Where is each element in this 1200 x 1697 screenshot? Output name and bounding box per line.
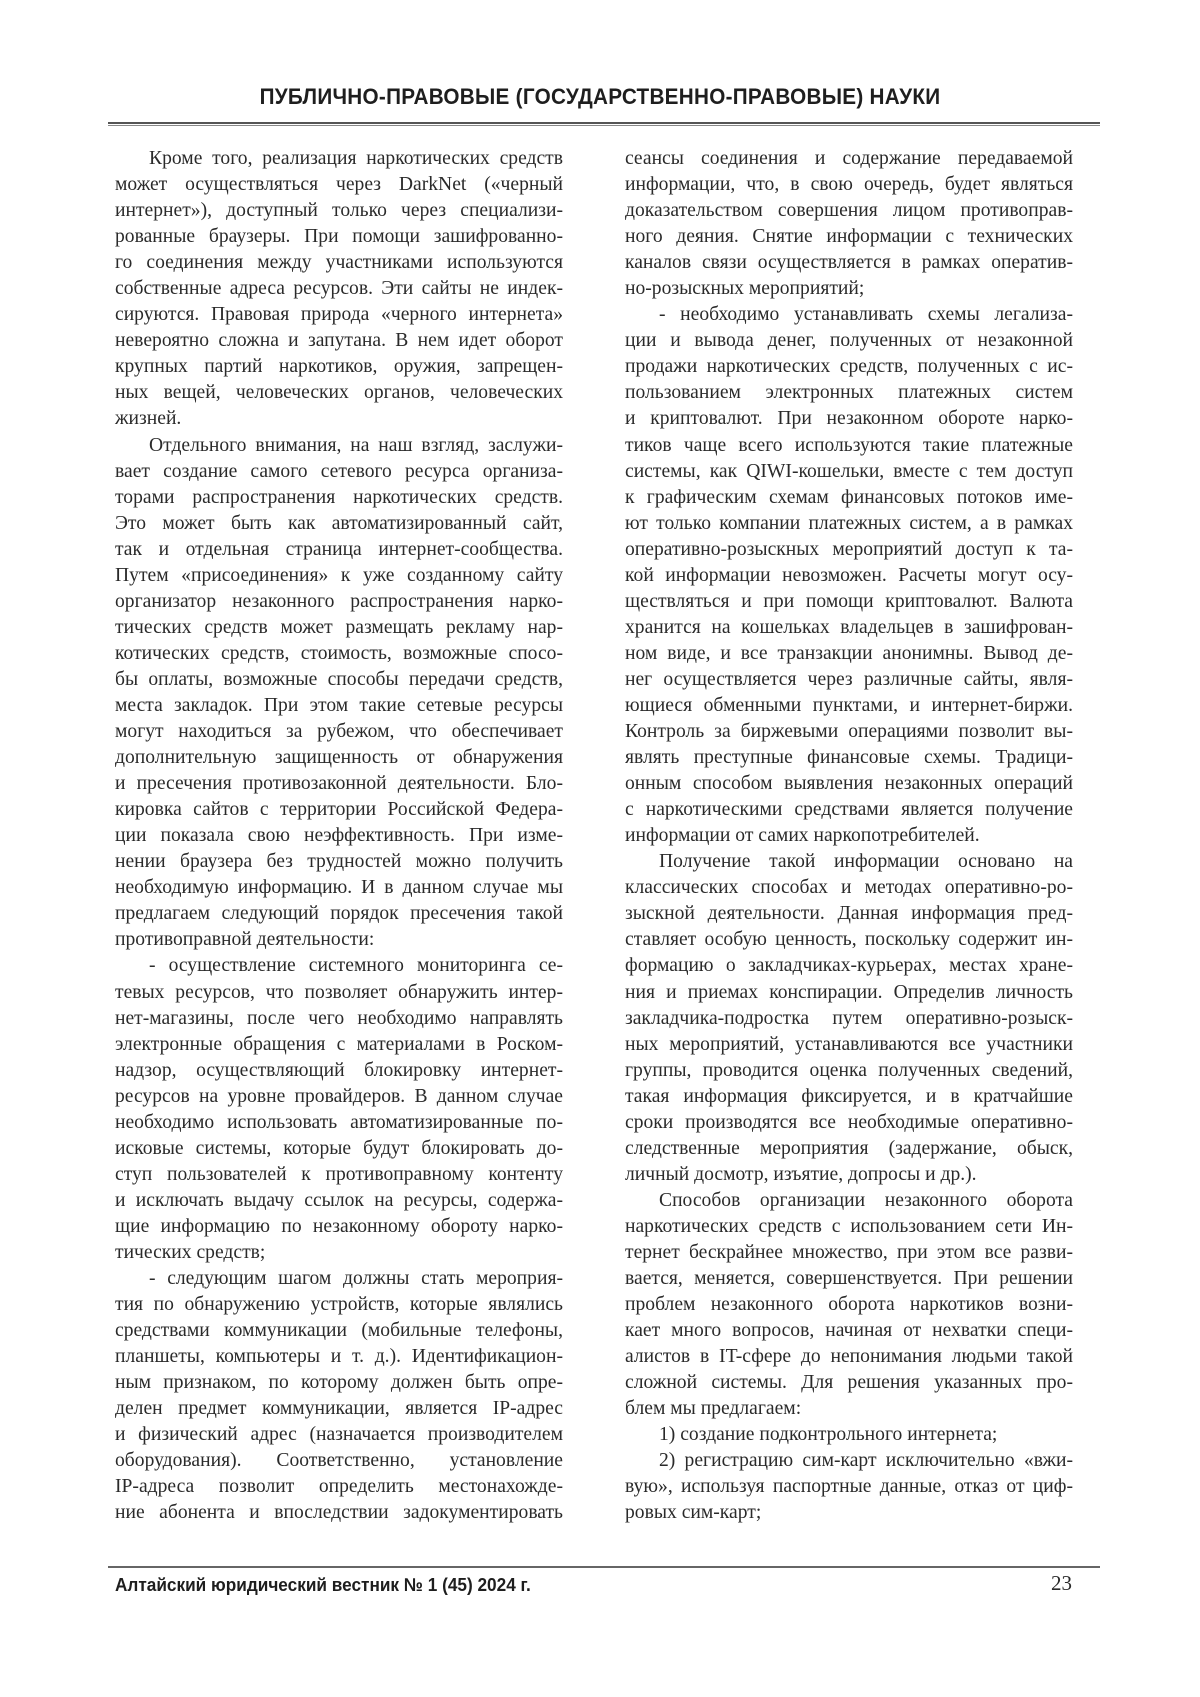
section-title: ПУБЛИЧНО-ПРАВОВЫЕ (ГОСУДАРСТВЕННО-ПРАВОВЫЕ) НАУКИ (259, 84, 941, 109)
text-line: и криптовалют. При незаконном обороте нарко- (625, 408, 1073, 430)
text-line: щие информацию по незаконному обороту нарко- (115, 1215, 563, 1237)
text-line: так и отдельная страница интернет-сообщества. (115, 538, 563, 560)
text-line: блем мы предлагаем: (625, 1398, 802, 1420)
text-line: тических средств может размещать рекламу нар- (115, 616, 563, 638)
text-line: кой информации невозможен. Расчеты могут осу- (625, 564, 1073, 586)
text-line: но-розыскных мероприятий; (625, 278, 865, 300)
text-line: закладчика-подростка путем оперативно-розыск- (625, 1007, 1073, 1029)
text-line: Контроль за биржевыми операциями позволит вы- (625, 721, 1073, 743)
text-line: оперативно-розыскных мероприятий доступ к та- (625, 538, 1073, 560)
text-line: алистов в IT-сфере до непонимания людьми такой (625, 1346, 1073, 1368)
text-line: ющиеся обменными пунктами, и интернет-биржи. (625, 694, 1073, 716)
text-line: Отдельного внимания, на наш взгляд, заслужи- (149, 434, 563, 456)
text-line: Это может быть как автоматизированный сайт, (115, 512, 563, 534)
text-line: каналов связи осуществляется в рамках оператив- (625, 252, 1073, 274)
text-line: Путем «присоединения» к уже созданному сайту (115, 564, 563, 586)
left-column (115, 146, 563, 1526)
text-line: вает создание самого сетевого ресурса организа- (115, 460, 563, 482)
text-line: дополнительную защищенность от обнаружения (115, 747, 563, 769)
text-line: ции показала свою неэффективность. При изме- (115, 825, 563, 847)
text-line: го соединения между участниками используются (115, 252, 563, 274)
text-line: 2) регистрацию сим-карт исключительно «вжи- (659, 1450, 1073, 1472)
text-line: сложной системы. Для решения указанных про- (625, 1372, 1073, 1394)
text-line: продажи наркотических средств, полученных с ис- (625, 356, 1073, 378)
text-line: тевых ресурсов, что позволяет обнаружить интер- (115, 981, 563, 1003)
text-line: сеансы соединения и содержание передаваемой (625, 148, 1073, 169)
text-line: вается, меняется, совершенствуется. При решении (625, 1268, 1073, 1290)
text-line: информации от самих наркопотребителей. (625, 825, 980, 847)
text-line: онным способом выявления незаконных операций (625, 773, 1073, 795)
text-line: кировка сайтов с территории Российской Федера- (115, 799, 563, 821)
text-line: ресурсов на уровне провайдеров. В данном случае (115, 1085, 563, 1107)
text-line: может осуществляться через DarkNet («черный (115, 174, 563, 196)
text-line: необходимую информацию. И в данном случае мы (115, 877, 563, 899)
text-line: ние абонента и впоследствии задокументировать (115, 1502, 563, 1524)
text-line: Способов организации незаконного оборота (659, 1189, 1073, 1211)
text-line: и исключать выдачу ссылок на ресурсы, содержа- (115, 1189, 563, 1211)
text-line: средствами коммуникации (мобильные телефоны, (115, 1320, 563, 1342)
text-line: информации, что, в свою очередь, будет являться (625, 174, 1073, 196)
text-line: нении браузера без трудностей можно получить (115, 851, 563, 873)
text-line: жизней. (115, 408, 182, 430)
text-line: тернет бескрайнее множество, при этом все разви- (625, 1241, 1073, 1263)
text-line: 1) создание подконтрольного интернета; (659, 1424, 998, 1446)
text-line: - необходимо устанавливать схемы легализа- (659, 304, 1073, 326)
text-line: - осуществление системного мониторинга се- (149, 955, 563, 977)
text-line: ных мероприятий, устанавливаются все участники (625, 1033, 1073, 1055)
text-line: ществляться и при помощи криптовалют. Валюта (625, 590, 1073, 612)
header-divider (108, 122, 1100, 126)
text-line: нет-магазины, после чего необходимо направлять (115, 1007, 563, 1029)
text-line: нег осуществляется через различные сайты, явля- (625, 668, 1073, 690)
text-line: крупных партий наркотиков, оружия, запрещен- (115, 356, 563, 378)
text-line: хранится на кошельках владельцев в зашифрован- (625, 616, 1073, 638)
text-line: бы оплаты, возможные способы передачи средств, (115, 668, 563, 690)
text-line: зыскной деятельности. Данная информация пред- (625, 903, 1073, 925)
text-line: котических средств, стоимость, возможные спосо- (115, 642, 563, 664)
text-line: планшеты, компьютеры и т. д.). Идентификацион- (115, 1346, 563, 1368)
text-line: являть преступные финансовые схемы. Традици- (625, 747, 1073, 769)
text-line: группы, проводится оценка полученных сведений, (625, 1059, 1073, 1081)
text-line: исковые системы, которые будут блокировать до- (115, 1137, 563, 1159)
text-line: Кроме того, реализация наркотических средств (149, 148, 563, 169)
text-line: сроки производятся все необходимые оперативно- (625, 1111, 1073, 1133)
text-line: ных вещей, человеческих органов, человеческих (115, 382, 563, 404)
text-line: формацию о закладчиках-курьерах, местах хране- (625, 955, 1073, 977)
text-line: ном виде, и все транзакции анонимны. Вывод де- (625, 642, 1073, 664)
text-line: тических средств; (115, 1241, 266, 1263)
text-line: IP-адреса позволит определить местонахожде- (115, 1476, 563, 1498)
text-line: невероятно сложна и запутана. В нем идет оборот (115, 330, 563, 352)
text-line: собственные адреса ресурсов. Эти сайты не индек- (115, 278, 563, 300)
text-line: интернет»), доступный только через специализи- (115, 200, 563, 222)
text-line: Получение такой информации основано на (659, 851, 1073, 873)
text-line: классических способах и методах оперативно-ро- (625, 877, 1073, 899)
text-line: тия по обнаружению устройств, которые являлись (115, 1294, 563, 1316)
text-line: ного деяния. Снятие информации с технических (625, 226, 1073, 248)
text-line: надзор, осуществляющий блокировку интернет- (115, 1059, 563, 1081)
text-line: системы, как QIWI-кошельки, вместе с тем доступ (625, 460, 1073, 482)
text-line: и пресечения противозаконной деятельности. Бло- (115, 773, 563, 795)
text-line: кает много вопросов, начиная от нехватки специ- (625, 1320, 1073, 1342)
text-line: организатор незаконного распространения нарко- (115, 590, 563, 612)
text-line: ции и вывода денег, полученных от незаконной (625, 330, 1073, 352)
text-line: такая информация фиксируется, и в кратчайшие (625, 1085, 1073, 1107)
text-line: - следующим шагом должны стать мероприя- (149, 1268, 563, 1290)
text-line: ровых сим-карт; (625, 1502, 762, 1524)
footer-divider (108, 1566, 1100, 1569)
text-line: к графическим схемам финансовых потоков име- (625, 486, 1073, 508)
text-line: могут находиться за рубежом, что обеспечивает (115, 721, 563, 743)
text-line: ния и приемах конспирации. Определив личность (625, 981, 1073, 1003)
text-line: доказательством совершения лицом противоправ- (625, 200, 1073, 222)
page-number: 23 (1051, 1571, 1072, 1595)
journal-title: Алтайский юридический вестник № 1 (45) 2024 г. (115, 1574, 531, 1595)
text-line: делен предмет коммуникации, является IP-адрес (115, 1398, 563, 1420)
text-line: места закладок. При этом такие сетевые ресурсы (115, 694, 563, 716)
text-line: оборудования). Соответственно, установление (115, 1450, 563, 1472)
text-line: следственные мероприятия (задержание, обыск, (625, 1137, 1073, 1159)
text-line: личный досмотр, изъятие, допросы и др.). (625, 1163, 977, 1185)
text-line: ступ пользователей к противоправному контенту (115, 1163, 563, 1185)
text-line: предлагаем следующий порядок пресечения такой (115, 903, 563, 925)
text-line: наркотических средств с использованием сети Ин- (625, 1215, 1073, 1237)
text-line: сируются. Правовая природа «черного интернета» (115, 304, 563, 326)
text-line: электронные обращения с материалами в Роском- (115, 1033, 563, 1055)
text-line: противоправной деятельности: (115, 929, 375, 951)
text-line: ставляет особую ценность, поскольку содержит ин- (625, 929, 1073, 951)
text-line: ным признаком, по которому должен быть опре- (115, 1372, 563, 1394)
text-line: и физический адрес (назначается производителем (115, 1424, 563, 1446)
text-line: ют только компании платежных систем, а в рамках (625, 512, 1073, 534)
text-line: вую», используя паспортные данные, отказ от циф- (625, 1476, 1073, 1498)
text-line: необходимо использовать автоматизированные по- (115, 1111, 563, 1133)
text-line: проблем незаконного оборота наркотиков возни- (625, 1294, 1073, 1316)
text-line: тиков чаще всего используются такие платежные (625, 434, 1073, 456)
right-column (625, 146, 1073, 1526)
text-line: с наркотическими средствами является получение (625, 799, 1073, 821)
text-line: рованные браузеры. При помощи зашифрованно- (115, 226, 563, 248)
text-line: торами распространения наркотических средств. (115, 486, 563, 508)
text-line: пользованием электронных платежных систем (625, 382, 1073, 404)
